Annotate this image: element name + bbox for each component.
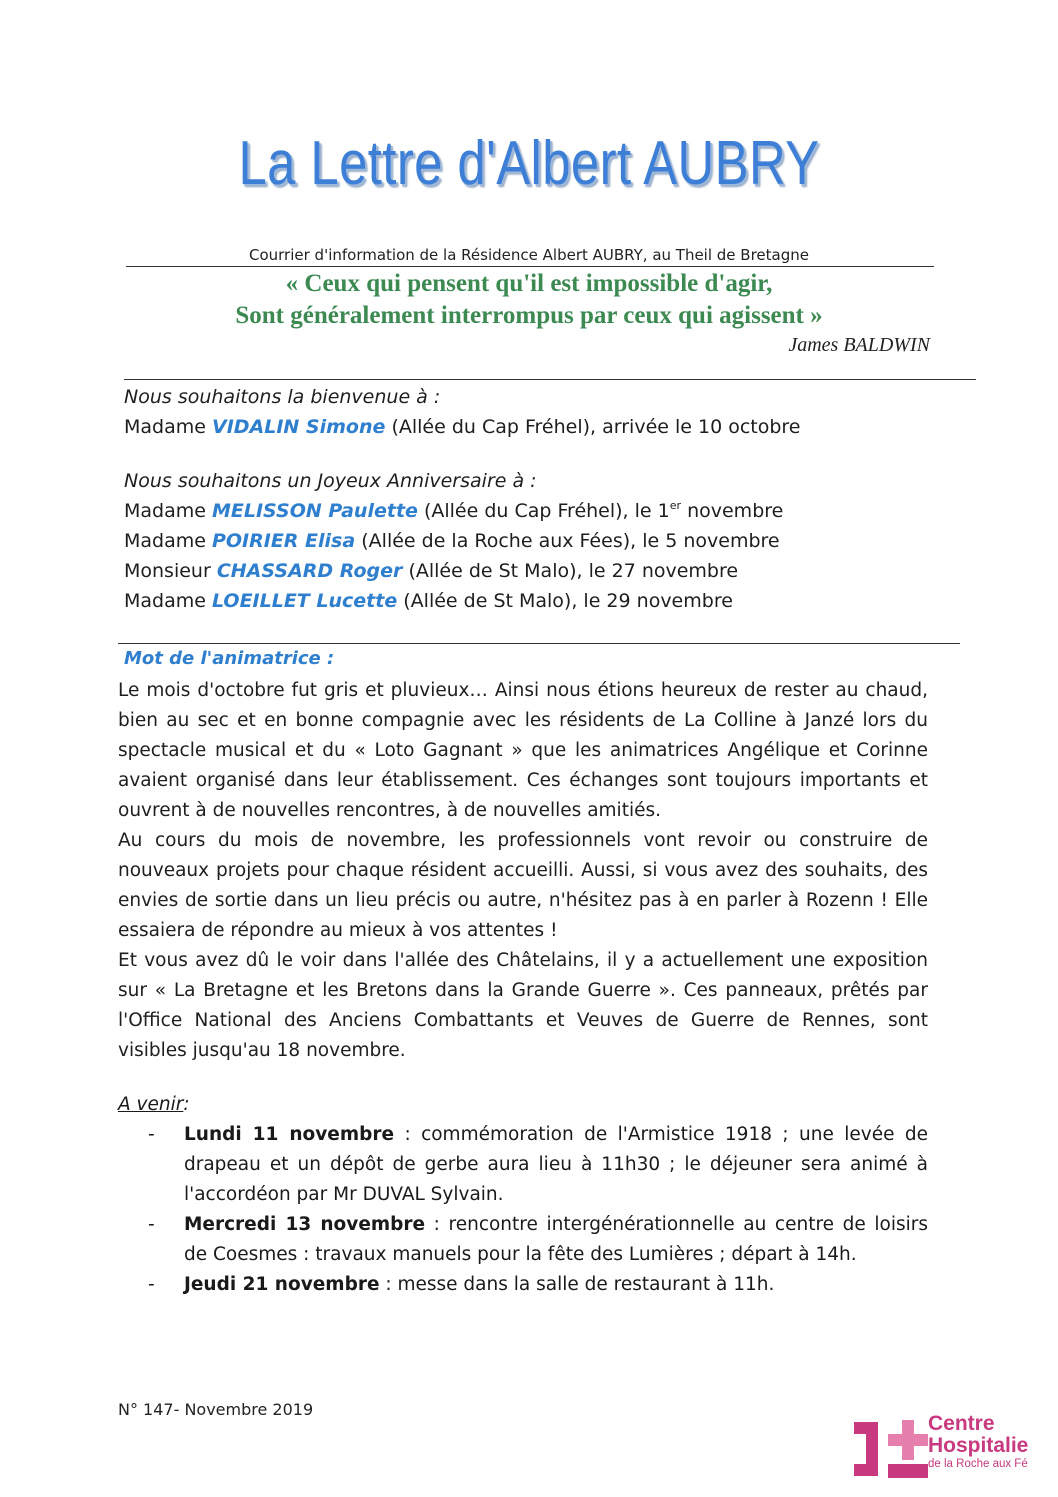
- list-dash: -: [148, 1214, 155, 1235]
- person-title: Madame: [124, 530, 206, 552]
- entry-details-end: novembre: [681, 500, 784, 522]
- paragraph: Au cours du mois de novembre, les professionnels vont revoir ou construire de nouveaux projets pour chaque résident accueilli. Aussi, si vous avez des souhaits, des envies de sortie dans un lieu précis ou autre, n'hésitez pas à en parler à Rozenn ! Elle essaiera de répondre au mieux à vos attentes !: [118, 830, 928, 941]
- event-text: : rencontre intergénérationnelle au centre de loisirs de Coesmes : travaux manuels pour la fête des Lumières ; départ à 14h.: [184, 1214, 928, 1265]
- list-dash: -: [148, 1124, 155, 1145]
- divider: [118, 643, 960, 644]
- ordinal-suffix: er: [669, 499, 682, 512]
- welcome-intro: Nous souhaitons la bienvenue à :: [124, 386, 441, 408]
- entry-details: (Allée de St Malo), le 27 novembre: [408, 560, 739, 582]
- logo-line-2: Hospitalie: [928, 1434, 1029, 1457]
- person-name: CHASSARD Roger: [216, 560, 403, 582]
- mot-body: [118, 676, 928, 1066]
- person-title: Madame: [124, 500, 206, 522]
- birthday-entry: [124, 556, 738, 586]
- quote-author: James BALDWIN: [788, 334, 930, 356]
- hospital-logo-text: [928, 1413, 1028, 1471]
- paragraph: Et vous avez dû le voir dans l'allée des Châtelains, il y a actuellement une exposition sur « La Bretagne et les Bretons dans la Grande Guerre ». Ces panneaux, prêtés par l'Office National des Anciens Combattants et Veuves de Guerre de Rennes, sont visibles jusqu'au 18 novembre.: [118, 950, 928, 1061]
- welcome-entry: [124, 412, 801, 442]
- entry-details: (Allée de St Malo), le 29 novembre: [403, 590, 733, 612]
- list-item: [148, 1210, 928, 1270]
- event-date: Mercredi 13 novembre: [184, 1214, 426, 1235]
- event-date: Lundi 11 novembre: [184, 1124, 395, 1145]
- quote-line-2: Sont généralement interrompus par ceux qui agissent »: [235, 302, 823, 329]
- list-item: [148, 1270, 928, 1300]
- divider: [124, 379, 976, 380]
- birthday-entry: [124, 526, 780, 556]
- newsletter-subtitle: Courrier d'information de la Résidence Albert AUBRY, au Theil de Bretagne: [248, 246, 809, 264]
- entry-details: (Allée de la Roche aux Fées), le 5 novembre: [361, 530, 780, 552]
- birthday-intro: Nous souhaitons un Joyeux Anniversaire à :: [124, 470, 537, 492]
- list-dash: -: [148, 1274, 155, 1295]
- newsletter-title: La Lettre d'Albert AUBRY: [238, 129, 820, 198]
- birthday-entry: [124, 586, 733, 616]
- event-date: Jeudi 21 novembre: [184, 1274, 380, 1295]
- section-title-avenir: [118, 1094, 190, 1115]
- event-text: : commémoration de l'Armistice 1918 ; une levée de drapeau et un dépôt de gerbe aura lieu à 11h30 ; le déjeuner sera animé à l'accordéon par Mr DUVAL Sylvain.: [184, 1124, 928, 1205]
- paragraph: Le mois d'octobre fut gris et pluvieux… Ainsi nous étions heureux de rester au chaud, bien au sec et en bonne compagnie avec les résidents de La Colline à Janzé lors du spectacle musical et du « Loto Gagnant » que les animatrices Angélique et Corinne avaient organisé dans leur établissement. Ces échanges sont toujours importants et ouvrent à de nouvelles rencontres, à de nouvelles amitiés.: [118, 680, 928, 821]
- entry-details: (Allée du Cap Fréhel), arrivée le 10 octobre: [391, 416, 801, 438]
- avenir-label: A venir: [118, 1094, 184, 1115]
- person-title: Monsieur: [124, 560, 211, 582]
- issue-number: N° 147- Novembre 2019: [118, 1400, 314, 1419]
- events-list: [148, 1120, 928, 1300]
- person-title: Madame: [124, 590, 206, 612]
- quote-line-1: « Ceux qui pensent qu'il est impossible d'agir,: [285, 270, 773, 297]
- entry-details: (Allée du Cap Fréhel), le 1: [423, 500, 670, 522]
- birthday-entry: [124, 496, 783, 526]
- section-title-mot: Mot de l'animatrice :: [124, 648, 335, 669]
- avenir-colon: :: [183, 1094, 190, 1115]
- person-name: VIDALIN Simone: [211, 416, 386, 438]
- logo-line-1: Centre: [928, 1412, 995, 1435]
- divider: [126, 266, 934, 267]
- list-item: [148, 1120, 928, 1210]
- event-text: : messe dans la salle de restaurant à 11h.: [379, 1274, 775, 1295]
- person-name: POIRIER Elisa: [211, 530, 356, 552]
- person-name: MELISSON Paulette: [211, 500, 418, 522]
- logo-line-3: de la Roche aux Fé: [928, 1458, 1028, 1470]
- person-title: Madame: [124, 416, 206, 438]
- person-name: LOEILLET Lucette: [211, 590, 398, 612]
